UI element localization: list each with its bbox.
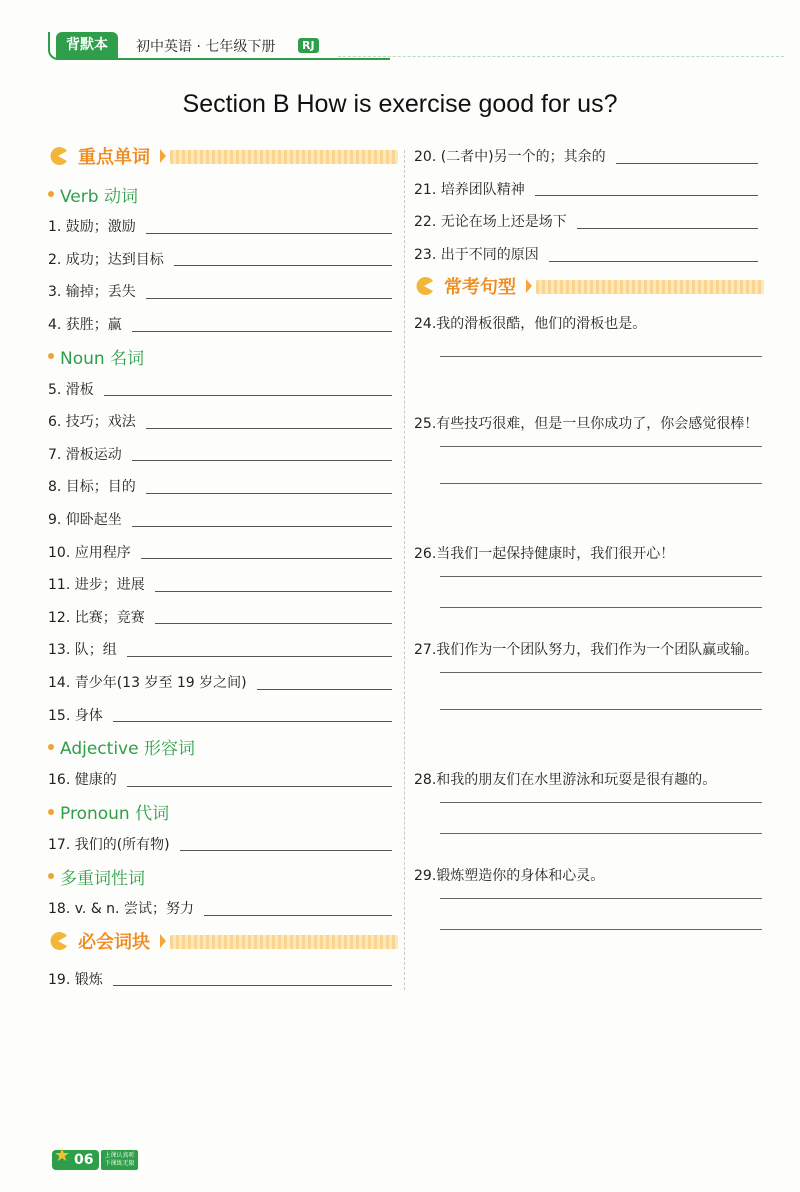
pacman-icon	[48, 931, 68, 951]
item-text: 23. 出于不同的原因	[414, 247, 539, 264]
list-item	[414, 238, 764, 271]
list-item	[48, 275, 398, 308]
subheading-label: Verb 动词	[60, 186, 138, 207]
answer-line[interactable]	[440, 892, 762, 899]
answer-blank[interactable]	[146, 479, 392, 494]
subheading-label: Adjective 形容词	[60, 739, 195, 760]
list-item	[414, 140, 764, 173]
sentence-number: 29.	[414, 868, 437, 885]
bullet-icon	[48, 809, 54, 815]
list-item	[48, 698, 398, 731]
sentence-number: 26.	[414, 546, 437, 563]
bullet-icon	[48, 744, 54, 750]
item-text: 5. 滑板	[48, 381, 94, 398]
list-item	[414, 173, 764, 206]
section-header-key-words	[48, 140, 398, 172]
item-text: 3. 输掉；丢失	[48, 284, 136, 301]
page-header	[48, 32, 784, 70]
list-item	[48, 243, 398, 276]
answer-blank[interactable]	[155, 577, 392, 592]
list-item	[48, 568, 398, 601]
item-text: 16. 健康的	[48, 772, 117, 789]
answer-blank[interactable]	[204, 901, 392, 916]
pacman-icon	[48, 146, 68, 166]
right-column	[414, 140, 764, 956]
answer-line[interactable]	[440, 440, 762, 447]
noun-list	[48, 372, 398, 731]
answer-blank[interactable]	[132, 317, 392, 332]
answer-line[interactable]	[440, 666, 762, 673]
subheading-pronoun	[48, 796, 398, 828]
answer-blank[interactable]	[132, 446, 392, 461]
arrow-icon	[526, 279, 532, 293]
answer-line[interactable]	[440, 340, 762, 357]
answer-line[interactable]	[440, 447, 762, 484]
answer-blank[interactable]	[146, 219, 392, 234]
list-item	[48, 210, 398, 243]
page-footer	[52, 1145, 138, 1170]
answer-blank[interactable]	[180, 836, 392, 851]
answer-line[interactable]	[440, 899, 762, 930]
section-bar	[536, 280, 764, 294]
section-header-phrases	[48, 925, 398, 957]
subheading-label: Noun 名词	[60, 348, 145, 369]
answer-blank[interactable]	[113, 707, 392, 722]
left-column	[48, 140, 398, 995]
pacman-icon	[414, 276, 434, 296]
section-title: 重点单词	[78, 147, 150, 168]
item-text: 14. 青少年(13 岁至 19 岁之间)	[48, 675, 247, 692]
subheading-label: 多重词性词	[60, 868, 145, 889]
item-text: 18. v. & n. 尝试；努力	[48, 901, 194, 918]
section-bar	[170, 150, 398, 164]
bullet-icon	[48, 191, 54, 197]
list-item	[48, 308, 398, 341]
verb-list	[48, 210, 398, 340]
subheading-adjective	[48, 731, 398, 763]
header-badge: RJ	[298, 38, 319, 53]
section-title: 常考句型	[444, 277, 516, 299]
list-item	[48, 405, 398, 438]
bullet-icon	[48, 353, 54, 359]
item-text: 12. 比赛；竞赛	[48, 609, 145, 626]
star-icon: ★	[54, 1145, 71, 1166]
list-item	[48, 828, 398, 861]
sentence-text: 我的滑板很酷，他们的滑板也是。	[436, 316, 647, 333]
item-text: 6. 技巧；戏法	[48, 414, 136, 431]
sentence-text: 当我们一起保持健康时，我们很开心！	[436, 546, 675, 563]
item-text: 9. 仰卧起坐	[48, 512, 122, 529]
sentence-number: 25.	[414, 416, 437, 433]
list-item	[48, 763, 398, 796]
answer-blank[interactable]	[257, 675, 392, 690]
sentence-number: 24.	[414, 316, 437, 333]
answer-blank[interactable]	[174, 251, 392, 266]
answer-blank[interactable]	[104, 381, 392, 396]
list-item	[48, 963, 398, 996]
answer-line[interactable]	[440, 673, 762, 710]
item-text: 21. 培养团队精神	[414, 181, 525, 198]
list-item	[48, 503, 398, 536]
list-item	[48, 438, 398, 471]
item-text: 20. (二者中)另一个的；其余的	[414, 149, 606, 166]
page-number-badge	[52, 1145, 99, 1170]
sentence-text: 我们作为一个团队努力，我们作为一个团队赢或输。	[436, 642, 759, 659]
answer-blank[interactable]	[535, 181, 758, 196]
answer-blank[interactable]	[616, 149, 758, 164]
sentence-text: 锻炼塑造你的身体和心灵。	[436, 868, 605, 885]
answer-blank[interactable]	[577, 214, 758, 229]
sentence-item	[414, 538, 764, 634]
sentence-item	[414, 634, 764, 764]
header-divider	[338, 56, 784, 57]
list-item	[48, 601, 398, 634]
item-text: 17. 我们的(所有物)	[48, 836, 170, 853]
answer-blank[interactable]	[127, 772, 392, 787]
answer-line[interactable]	[440, 796, 762, 803]
subheading-multi-pos	[48, 860, 398, 892]
item-text: 13. 队；组	[48, 642, 117, 659]
answer-blank[interactable]	[141, 544, 392, 559]
bullet-icon	[48, 873, 54, 879]
answer-line[interactable]	[440, 577, 762, 608]
list-item	[48, 535, 398, 568]
column-divider	[404, 150, 405, 990]
answer-blank[interactable]	[146, 284, 392, 299]
answer-blank[interactable]	[132, 512, 392, 527]
subheading-noun	[48, 340, 398, 372]
item-text: 8. 目标；目的	[48, 479, 136, 496]
section-header-sentences	[414, 270, 764, 302]
sentence-number: 28.	[414, 772, 437, 789]
answer-blank[interactable]	[155, 609, 392, 624]
page-title: Section B How is exercise good for us?	[182, 90, 618, 118]
item-text: 7. 滑板运动	[48, 446, 122, 463]
footer-note-line: 下课练无限	[104, 1160, 135, 1167]
item-text: 10. 应用程序	[48, 544, 131, 561]
sentence-item	[414, 308, 764, 408]
answer-blank[interactable]	[549, 247, 758, 262]
arrow-icon	[160, 934, 166, 948]
section-bar	[170, 935, 398, 949]
item-text: 19. 锻炼	[48, 971, 103, 988]
section-title: 必会词块	[78, 931, 150, 953]
subheading-verb	[48, 178, 398, 210]
item-text: 11. 进步；进展	[48, 577, 145, 594]
footer-note-line: 上课认真听	[104, 1152, 135, 1159]
header-title: 初中英语 · 七年级下册	[136, 39, 276, 55]
page-number: 06	[74, 1152, 94, 1168]
footer-note	[101, 1150, 137, 1170]
answer-blank[interactable]	[146, 414, 392, 429]
item-text: 2. 成功；达到目标	[48, 251, 164, 268]
answer-blank[interactable]	[113, 971, 392, 986]
item-text: 22. 无论在场上还是场下	[414, 214, 567, 231]
subheading-label: Pronoun 代词	[60, 804, 170, 824]
header-tag: 背默本	[56, 32, 118, 58]
arrow-icon	[160, 149, 166, 163]
item-text: 15. 身体	[48, 707, 103, 724]
answer-blank[interactable]	[127, 642, 392, 657]
list-item	[48, 892, 398, 925]
answer-line[interactable]	[440, 803, 762, 834]
list-item	[414, 205, 764, 238]
item-text: 1. 鼓励；激励	[48, 219, 136, 236]
item-text: 4. 获胜；赢	[48, 317, 122, 334]
list-item	[48, 633, 398, 666]
answer-line[interactable]	[440, 570, 762, 577]
sentence-item	[414, 860, 764, 956]
sentence-item	[414, 408, 764, 538]
list-item	[48, 666, 398, 699]
list-item	[48, 372, 398, 405]
sentence-text: 和我的朋友们在水里游泳和玩耍是很有趣的。	[436, 772, 717, 789]
list-item	[48, 470, 398, 503]
sentence-number: 27.	[414, 642, 437, 659]
sentence-text: 有些技巧很难，但是一旦你成功了，你会感觉很棒！	[436, 416, 759, 433]
sentence-item	[414, 764, 764, 860]
